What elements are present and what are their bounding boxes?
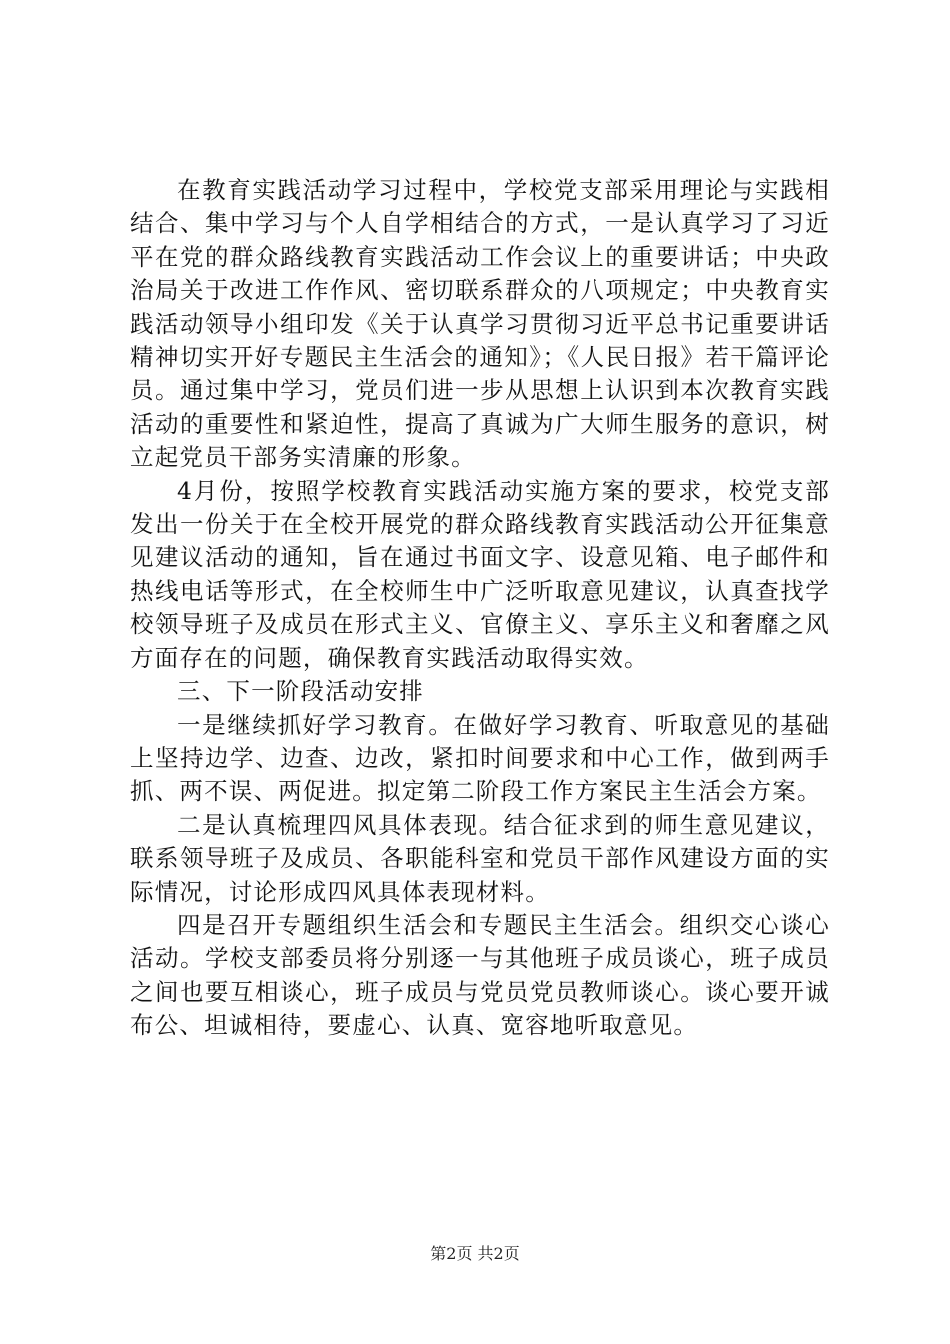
paragraph-item-one: 一是继续抓好学习教育。在做好学习教育、听取意见的基础上坚持边学、边查、边改，紧扣时间要求和中心工作，做到两手抓、两不误、两促进。拟定第二阶段工作方案民主生活会方案。 (130, 710, 830, 806)
paragraph-april-notice: 4月份，按照学校教育实践活动实施方案的要求，校党支部发出一份关于在全校开展党的群众路线教育实践活动公开征集意见建议活动的通知，旨在通过书面文字、设意见箱、电子邮件和热线电话等形式，在全校师生中广泛听取意见建议，认真查找学校领导班子及成员在形式主义、官僚主义、享乐主义和奢靡之风方面存在的问题，确保教育实践活动取得实效。 (130, 476, 830, 672)
document-body (130, 174, 830, 1043)
paragraph-item-two: 二是认真梳理四风具体表现。结合征求到的师生意见建议，联系领导班子及成员、各职能科室和党员干部作风建设方面的实际情况，讨论形成四风具体表现材料。 (130, 810, 830, 906)
page-number-footer: 第2页 共2页 (430, 1244, 520, 1263)
paragraph-study-process: 在教育实践活动学习过程中，学校党支部采用理论与实践相结合、集中学习与个人自学相结合的方式，一是认真学习了习近平在党的群众路线教育实践活动工作会议上的重要讲话；中央政治局关于改进工作作风、密切联系群众的八项规定；中央教育实践活动领导小组印发《关于认真学习贯彻习近平总书记重要讲话精神切实开好专题民主生活会的通知》；《人民日报》若干篇评论员。通过集中学习，党员们进一步从思想上认识到本次教育实践活动的重要性和紧迫性，提高了真诚为广大师生服务的意识，树立起党员干部务实清廉的形象。 (130, 176, 830, 472)
paragraph-item-four: 四是召开专题组织生活会和专题民主生活会。组织交心谈心活动。学校支部委员将分别逐一与其他班子成员谈心，班子成员之间也要互相谈心，班子成员与党员党员教师谈心。谈心要开诚布公、坦诚相待，要虚心、认真、宽容地听取意见。 (130, 910, 830, 1040)
section-heading-next-stage: 三、下一阶段活动安排 (177, 677, 424, 706)
